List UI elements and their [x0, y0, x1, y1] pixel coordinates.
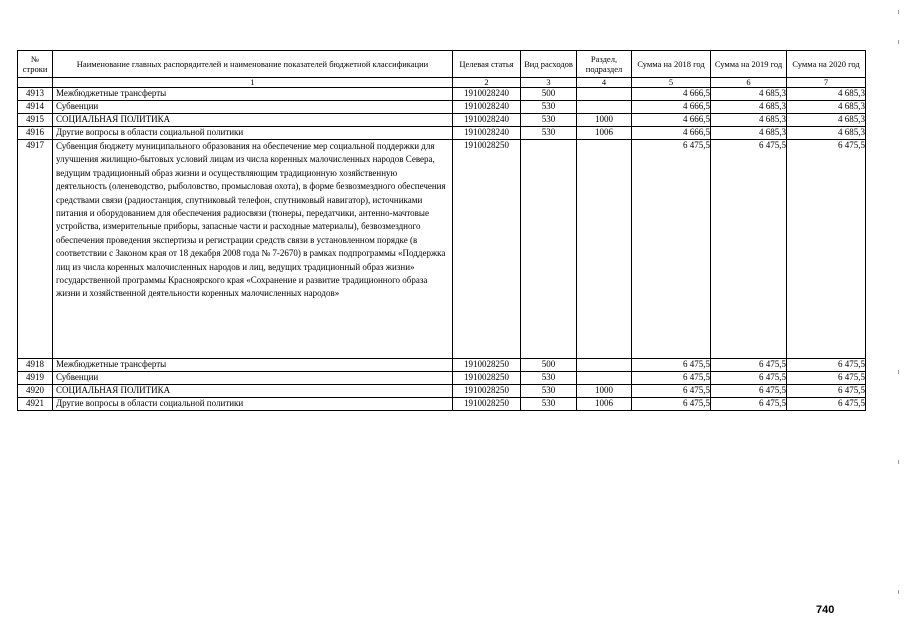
row-sum-2018: 6 475,5	[632, 140, 711, 359]
header-row-number: № строки	[18, 51, 53, 78]
row-target-article: 1910028250	[453, 140, 521, 359]
row-name: Другие вопросы в области социальной политики	[53, 398, 453, 411]
row-number: 4914	[18, 101, 53, 114]
row-target-article: 1910028250	[453, 359, 521, 372]
row-number: 4921	[18, 398, 53, 411]
column-number: 5	[632, 78, 711, 88]
row-target-article: 1910028250	[453, 385, 521, 398]
row-sum-2019: 6 475,5	[711, 385, 787, 398]
scan-edge-mark	[898, 370, 899, 374]
row-sum-2019: 6 475,5	[711, 140, 787, 359]
row-name: Субвенции	[53, 372, 453, 385]
row-expense-kind: 530	[521, 114, 577, 127]
row-number: 4917	[18, 140, 53, 359]
row-section: 1000	[577, 114, 632, 127]
header-expense-kind: Вид расходов	[521, 51, 577, 78]
row-sum-2018: 6 475,5	[632, 359, 711, 372]
header-sum-2020: Сумма на 2020 год	[787, 51, 866, 78]
row-sum-2020: 4 685,3	[787, 88, 866, 101]
column-number: 6	[711, 78, 787, 88]
column-number-row	[18, 78, 866, 88]
row-target-article: 1910028250	[453, 372, 521, 385]
row-sum-2018: 6 475,5	[632, 398, 711, 411]
table-row	[18, 372, 866, 385]
row-sum-2019: 4 685,3	[711, 114, 787, 127]
row-sum-2020: 4 685,3	[787, 101, 866, 114]
row-sum-2018: 6 475,5	[632, 372, 711, 385]
row-section	[577, 372, 632, 385]
row-section: 1006	[577, 398, 632, 411]
table-row	[18, 127, 866, 140]
row-sum-2020: 6 475,5	[787, 385, 866, 398]
row-section	[577, 101, 632, 114]
row-sum-2020: 6 475,5	[787, 359, 866, 372]
row-section: 1000	[577, 385, 632, 398]
row-expense-kind: 530	[521, 385, 577, 398]
row-sum-2018: 6 475,5	[632, 385, 711, 398]
row-target-article: 1910028250	[453, 398, 521, 411]
row-name: Субвенция бюджету муниципального образования на обеспечение мер социальной поддержки для улучшения жилищно-бытовых условий лицам из числа коренных малочисленных народов Севера, ведущим традиционный образ жизни и осуществляющим традиционную хозяйственную деятельность (оленеводство, рыболовство, промысловая охота), в форме безвозмездного обеспечения средствами связи (радиостанция, спутниковый телефон, спутниковый навигатор), источниками питания и оборудованием для обеспечения радиосвязи (тюнеры, передатчики, антенно-мачтовые устройства, измерительные приборы, запасные части и расходные материалы), безвозмездного обеспечения проведения экспертизы и регистрации средств связи в установленном порядке (в соответствии с Законом края от 18 декабря 2008 года № 7-2670) в рамках подпрограммы «Поддержка лиц из числа коренных малочисленных народов и лиц, ведущих традиционный образ жизни» государственной программы Красноярского края «Сохранение и развитие традиционного образа жизни и хозяйственной деятельности коренных малочисленных народов»	[53, 140, 453, 359]
row-number: 4919	[18, 372, 53, 385]
header-target-article: Целевая статья	[453, 51, 521, 78]
budget-table	[17, 50, 866, 411]
row-sum-2020: 6 475,5	[787, 398, 866, 411]
row-target-article: 1910028240	[453, 114, 521, 127]
row-section	[577, 359, 632, 372]
row-sum-2019: 6 475,5	[711, 398, 787, 411]
header-row	[18, 51, 866, 78]
row-sum-2018: 4 666,5	[632, 114, 711, 127]
column-number: 3	[521, 78, 577, 88]
row-number: 4918	[18, 359, 53, 372]
row-name: Другие вопросы в области социальной политики	[53, 127, 453, 140]
row-sum-2019: 6 475,5	[711, 372, 787, 385]
row-expense-kind	[521, 140, 577, 359]
column-number: 4	[577, 78, 632, 88]
table-row	[18, 140, 866, 359]
column-number: 1	[53, 78, 453, 88]
row-section	[577, 88, 632, 101]
scan-edge-mark	[898, 40, 899, 44]
header-sum-2019: Сумма на 2019 год	[711, 51, 787, 78]
row-number: 4915	[18, 114, 53, 127]
row-expense-kind: 500	[521, 88, 577, 101]
row-expense-kind: 500	[521, 359, 577, 372]
row-expense-kind: 530	[521, 101, 577, 114]
row-expense-kind: 530	[521, 372, 577, 385]
row-sum-2020: 4 685,3	[787, 114, 866, 127]
row-target-article: 1910028240	[453, 127, 521, 140]
row-target-article: 1910028240	[453, 101, 521, 114]
header-sum-2018: Сумма на 2018 год	[632, 51, 711, 78]
row-number: 4920	[18, 385, 53, 398]
table-row	[18, 398, 866, 411]
row-number: 4916	[18, 127, 53, 140]
row-sum-2019: 4 685,3	[711, 101, 787, 114]
scan-edge-mark	[898, 460, 899, 464]
row-name: Межбюджетные трансферты	[53, 88, 453, 101]
row-sum-2018: 4 666,5	[632, 88, 711, 101]
row-target-article: 1910028240	[453, 88, 521, 101]
table-row	[18, 101, 866, 114]
row-sum-2020: 4 685,3	[787, 127, 866, 140]
column-number: 7	[787, 78, 866, 88]
page-number: 740	[816, 604, 835, 616]
column-number	[18, 78, 53, 88]
row-sum-2019: 6 475,5	[711, 359, 787, 372]
row-name: Субвенции	[53, 101, 453, 114]
row-sum-2018: 4 666,5	[632, 101, 711, 114]
table-row	[18, 385, 866, 398]
scan-edge-mark	[898, 590, 899, 594]
row-expense-kind: 530	[521, 398, 577, 411]
header-section: Раздел, подраздел	[577, 51, 632, 78]
row-number: 4913	[18, 88, 53, 101]
row-sum-2019: 4 685,3	[711, 88, 787, 101]
table-row	[18, 114, 866, 127]
row-sum-2018: 4 666,5	[632, 127, 711, 140]
row-section: 1006	[577, 127, 632, 140]
row-sum-2020: 6 475,5	[787, 372, 866, 385]
row-name: СОЦИАЛЬНАЯ ПОЛИТИКА	[53, 114, 453, 127]
row-expense-kind: 530	[521, 127, 577, 140]
row-sum-2019: 4 685,3	[711, 127, 787, 140]
table-row	[18, 359, 866, 372]
row-name: Межбюджетные трансферты	[53, 359, 453, 372]
column-number: 2	[453, 78, 521, 88]
scan-edge-mark	[898, 10, 899, 14]
table-row	[18, 88, 866, 101]
header-name: Наименование главных распорядителей и наименование показателей бюджетной классификации	[53, 51, 453, 78]
row-sum-2020: 6 475,5	[787, 140, 866, 359]
row-name: СОЦИАЛЬНАЯ ПОЛИТИКА	[53, 385, 453, 398]
row-section	[577, 140, 632, 359]
